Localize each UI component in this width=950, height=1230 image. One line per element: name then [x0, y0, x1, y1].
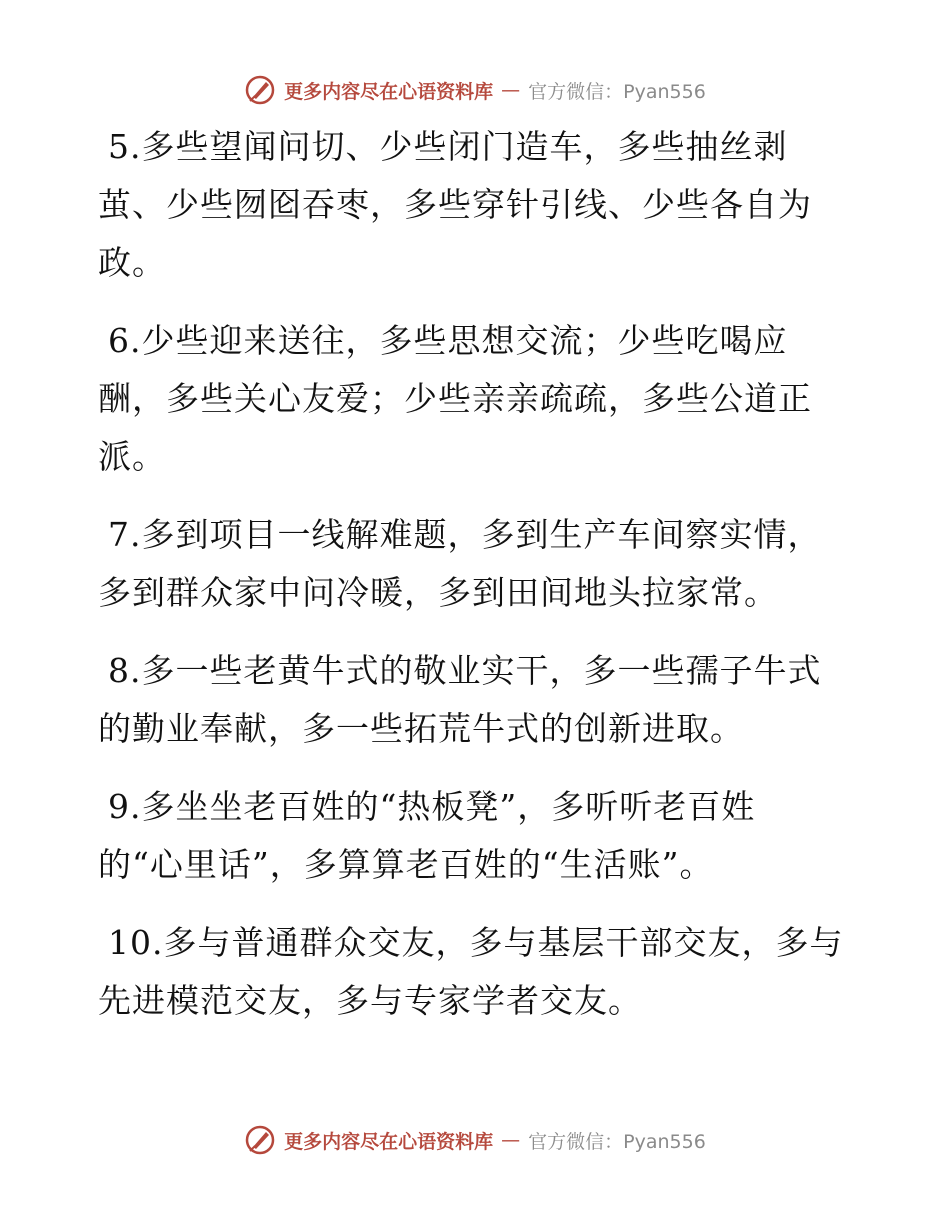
header-banner	[0, 70, 950, 110]
paragraph-7	[98, 506, 858, 622]
banner-separator: —	[501, 79, 521, 101]
paragraph-9	[98, 778, 858, 894]
paragraph-line: 5.多些望闻问切、少些闭门造车，多些抽丝剥	[108, 127, 788, 166]
banner-separator: —	[501, 1129, 521, 1151]
paragraph-6	[98, 312, 858, 486]
paragraph-line: 茧、少些囫囵吞枣，多些穿针引线、少些各自为	[98, 185, 812, 224]
paragraph-line: 6.少些迎来送往，多些思想交流；少些吃喝应	[108, 321, 788, 360]
paragraph-line: 的“心里话”，多算算老百姓的“生活账”。	[98, 845, 714, 884]
paragraph-8	[98, 642, 858, 758]
paragraph-line: 派。	[98, 437, 166, 476]
paragraph-line: 8.多一些老黄牛式的敬业实干，多一些孺子牛式	[108, 651, 822, 690]
paragraph-10	[98, 914, 858, 1030]
paragraph-line: 的勤业奉献，多一些拓荒牛式的创新进取。	[98, 709, 744, 748]
banner-contact: 官方微信：Pyan556	[528, 80, 706, 103]
banner-main-text: 更多内容尽在心语资料库	[284, 80, 494, 103]
quill-logo-icon	[244, 74, 276, 106]
paragraph-line: 多到群众家中问冷暖，多到田间地头拉家常。	[98, 573, 778, 612]
banner-contact: 官方微信：Pyan556	[528, 1130, 706, 1153]
paragraph-line: 10.多与普通群众交友，多与基层干部交友，多与	[108, 923, 844, 962]
banner-main-text: 更多内容尽在心语资料库	[284, 1130, 494, 1153]
paragraph-line: 先进模范交友，多与专家学者交友。	[98, 981, 642, 1020]
paragraph-line: 9.多坐坐老百姓的“热板凳”，多听听老百姓	[108, 787, 756, 826]
footer-banner	[0, 1120, 950, 1160]
paragraph-line: 酬，多些关心友爱；少些亲亲疏疏，多些公道正	[98, 379, 812, 418]
document-body	[98, 118, 858, 1050]
paragraph-line: 政。	[98, 243, 166, 282]
quill-logo-icon	[244, 1124, 276, 1156]
paragraph-line: 7.多到项目一线解难题，多到生产车间察实情，	[108, 515, 822, 554]
paragraph-5	[98, 118, 858, 292]
